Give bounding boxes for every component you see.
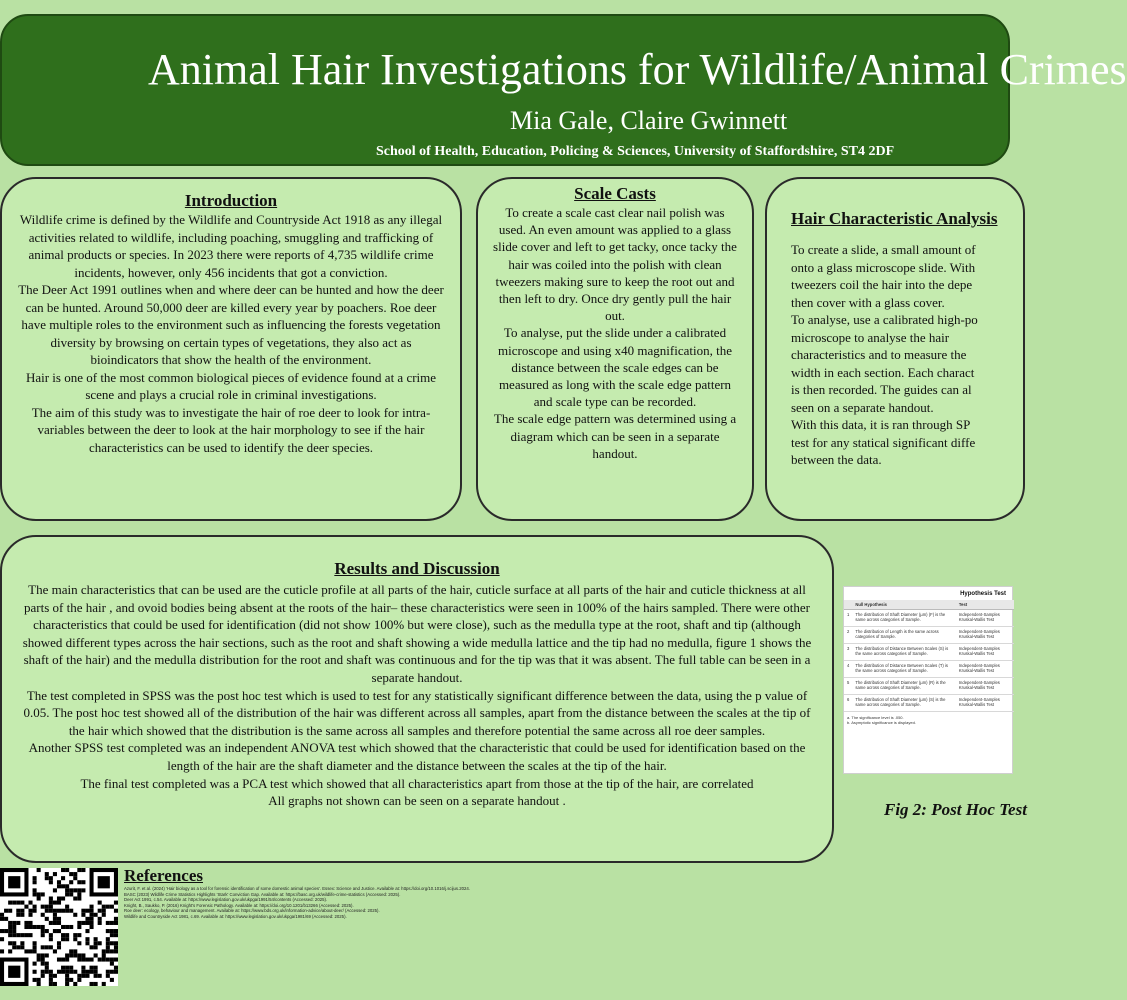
table-cell: 1: [844, 610, 852, 627]
table-cell: 2: [844, 627, 852, 644]
reference-entry: Knight, B., Saukko, P. (2016) Knight's Forensic Pathology. Available at: https://doi.org/10.1201/b13266 (Accessed: 2025).: [124, 902, 354, 908]
table-cell: Independent-Samples Kruskal-Wallis Test: [956, 695, 1014, 712]
hair-analysis-line: test for any statical significant diffe: [791, 434, 976, 450]
results-panel: [0, 535, 834, 863]
table-cell: The distribution of Distance Between Scales (T) is the same across categories of Sample.: [852, 661, 956, 678]
poster-title: Animal Hair Investigations for Wildlife/Animal Crimes: [148, 45, 1127, 94]
table-header: Null Hypothesis: [852, 600, 956, 610]
results-heading: Results and Discussion: [334, 559, 500, 578]
results-paragraph: The final test completed was a PCA test which showed that all characteristics apart from those at the tip of the hair, are correlated: [80, 775, 754, 791]
hair-analysis-line: width in each section. Each charact: [791, 364, 975, 380]
hair-analysis-line: To create a slide, a small amount of: [791, 242, 976, 257]
figure-notes: [844, 712, 1012, 728]
hair-analysis-line: onto a glass microscope slide. With: [791, 259, 976, 275]
hypothesis-test-figure: [843, 586, 1013, 774]
table-cell: Independent-Samples Kruskal-Wallis Test: [956, 644, 1014, 661]
hair-analysis-line: between the data.: [791, 452, 882, 467]
table-cell: The distribution of Shaft Diameter (µm) (R) is the same across categories of Sample.: [852, 678, 956, 695]
references-heading: References: [124, 866, 203, 885]
figure-title: Hypothesis Test: [960, 591, 1006, 597]
table-cell: 4: [844, 661, 852, 678]
table-row: [844, 678, 1014, 695]
introduction-paragraph: The aim of this study was to investigate the hair of roe deer to look for intra-variables between the deer to look at the hair morphology to see if the hair characteristics can be used to identify the deer species.: [31, 404, 431, 455]
figure-note: a. The significance level is .050.: [847, 715, 904, 720]
introduction-paragraph: The Deer Act 1991 outlines when and where deer can be hunted and how the deer can be hunted. Around 50,000 deer are killed every year by poachers. Roe deer have multiple roles to the environment such as influencing the forests vegetation diversity by browsing on certain types of vegetations, they also act as bioindicators that show the health of the environment.: [18, 282, 444, 367]
results-paragraph: The test completed in SPSS was the post hoc test which is used to test for any statistically significant difference between the data, using the p value of 0.05. The post hoc test showed all of the distribution of the hair was different across all samples, apart from the distance between the scales at the tip of the hair which showed that the distribution is the same across all samples and therefore potential the same across all roe deer samples.: [23, 687, 811, 738]
hair-analysis-line: is then recorded. The guides can al: [791, 382, 972, 397]
table-header: Test: [956, 600, 1014, 610]
reference-entry: BASC (2023) Wildlife Crime Statistics Highlights 'Stark' Conviction Gap. Available at: https://basc.org.uk/wildlife-crime-statistics (Accessed: 2025).: [124, 891, 401, 897]
hair-analysis-heading: Hair Characteristic Analysis: [791, 209, 998, 228]
introduction-paragraph: Wildlife crime is defined by the Wildlife and Countryside Act 1918 as any illegal activities related to wildlife, including poaching, smuggling and trafficking of animal products or species. In 2023 there were reports of 4,735 wildlife crime incidents, however, only 456 incidents that got a conviction.: [19, 212, 443, 280]
reference-entry: Wildlife and Countryside Act 1981, c.69. Available at: https://www.legislation.gov.uk/ukpga/1981/69 (Accessed: 2025).: [124, 913, 347, 919]
hair-analysis-line: With this data, it is ran through SP: [791, 417, 971, 432]
results-paragraph: All graphs not shown can be seen on a separate handout .: [268, 793, 566, 809]
reference-entry: Deer Act 1991, c.54. Available at: https://www.legislation.gov.uk/ukpga/1991/54/contents (Accessed: 2025).: [124, 897, 328, 903]
table-cell: 3: [844, 644, 852, 661]
hypothesis-table: [844, 600, 1014, 712]
table-cell: 6: [844, 695, 852, 712]
table-cell: Independent-Samples Kruskal-Wallis Test: [956, 678, 1014, 695]
reference-entry: Azurit, F. et al. (2024) 'Hair biology as a tool for forensic identification of some domestic animal species'. Essex: Science and Justice. Available at: https://doi.org/10.1016/j.scijus.2024.: [124, 886, 470, 891]
hair-analysis-panel: [765, 177, 1025, 521]
table-cell: The distribution of Shaft Diameter (µm) (F) is the same across categories of Sample.: [852, 610, 956, 627]
poster-authors: Mia Gale, Claire Gwinnett: [510, 106, 788, 135]
table-row: [844, 644, 1014, 661]
table-cell: The distribution of Shaft Diameter (µm) (S) is the same across categories of Sample.: [852, 695, 956, 712]
table-row: [844, 661, 1014, 678]
hair-analysis-line: To analyse, use a calibrated high-po: [791, 312, 978, 327]
scale-casts-heading: Scale Casts: [574, 184, 656, 203]
table-row: [844, 627, 1014, 644]
hair-analysis-line: microscope to analyse the hair: [791, 329, 950, 345]
table-cell: The distribution of Length is the same across categories of Sample.: [852, 627, 956, 644]
reference-entry: Roe deer: ecology, behaviour and management. Available at: https://www.bds.org.uk/information-advice/about-deer/ (Accessed: 2025).: [124, 908, 380, 914]
table-header: [844, 600, 852, 610]
hair-analysis-line: seen on a separate handout.: [791, 399, 934, 415]
scale-casts-paragraph: The scale edge pattern was determined using a diagram which can be seen in a separate handout.: [493, 411, 737, 461]
table-cell: The distribution of Distance Between Scales (S) is the same across categories of Sample.: [852, 644, 956, 661]
table-header-row: [844, 600, 1014, 610]
scale-casts-panel: [476, 177, 754, 521]
results-paragraph: The main characteristics that can be used are the cuticle profile at all parts of the hair, cuticle surface at all parts of the hair and cuticle thickness at all parts of the hair , and ovoid bodies being absent at the roots of the hair– these characteristics were seen in 100% of the hairs sampled. There were other characteristics that could be used for identification (did not show 100% but were close), such as the medulla type at the root, shaft and tip (although showed different types across the hair sections, such as the root and shaft showing a wide medulla lattice and the tip had no medulla, figure 1 shows the shaft of the hair) and the medulla distribution for the root and shaft was continuous and for the tip was that it was absent. The full table can be seen in a separate handout.: [22, 582, 812, 685]
table-cell: Independent-Samples Kruskal-Wallis Test: [956, 627, 1014, 644]
table-cell: Independent-Samples Kruskal-Wallis Test: [956, 610, 1014, 627]
scale-casts-paragraph: To create a scale cast clear nail polish was used. An even amount was applied to a glass slide cover and left to get tacky, once tacky the hair was coiled into the polish with clean tweezers making sure to keep the root out and then left to dry. Once dry gently pull the hair out.: [493, 205, 737, 324]
hair-analysis-line: tweezers coil the hair into the depe: [791, 277, 973, 292]
references-list: [124, 886, 1000, 998]
qr-code-icon[interactable]: [0, 868, 118, 986]
hair-analysis-line: characteristics and to measure the: [791, 347, 967, 362]
table-cell: 5: [844, 678, 852, 695]
results-paragraph: Another SPSS test completed was an independent ANOVA test which showed that the characteristic that could be used for identification based on the length of the hair are the shaft diameter and the distance between the scales at the tip of the hair.: [28, 740, 806, 773]
introduction-heading: Introduction: [184, 191, 278, 210]
table-cell: Independent-Samples Kruskal-Wallis Test: [956, 661, 1014, 678]
table-row: [844, 695, 1014, 712]
hair-analysis-line: then cover with a glass cover.: [791, 294, 945, 310]
poster-affiliation: School of Health, Education, Policing & Sciences, University of Staffordshire, ST4 2DF: [376, 144, 895, 159]
figure-caption: Fig 2: Post Hoc Test: [884, 800, 1027, 819]
table-row: [844, 610, 1014, 627]
introduction-paragraph: Hair is one of the most common biological pieces of evidence found at a crime scene and plays a crucial role in criminal investigations.: [25, 369, 437, 402]
figure-note: b. Asymptotic significance is displayed.: [847, 720, 916, 725]
poster-header: [0, 14, 1127, 166]
introduction-panel: [0, 177, 462, 521]
scale-casts-paragraph: To analyse, put the slide under a calibrated microscope and using x40 magnification, the distance between the scale edges can be measured as long with the scale edge pattern and scale type can be recorded.: [498, 325, 732, 410]
